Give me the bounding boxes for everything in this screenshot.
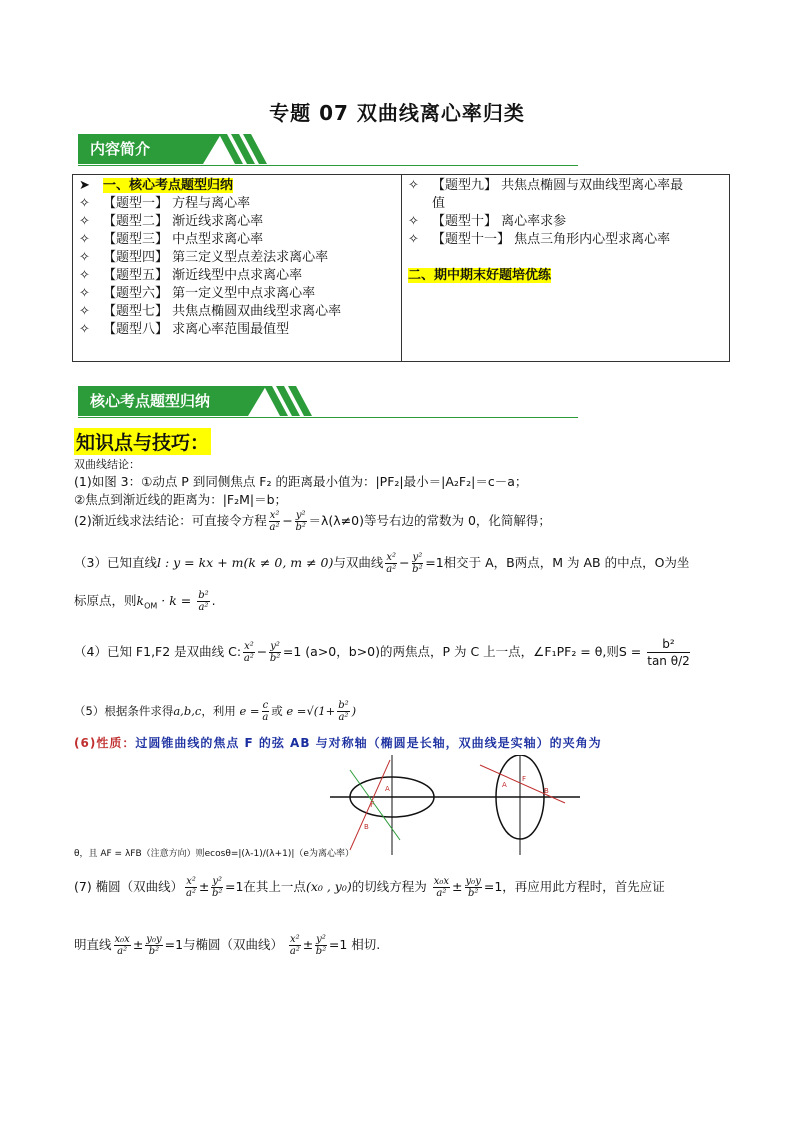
toc-left xyxy=(73,175,402,362)
item-5: （5）根据条件求得a,b,c，利用 e = $\frac{c}{a}$ 或 e =√(1+ $\frac{\text{b²}}{\text{a²}}$ ) xyxy=(74,700,357,723)
toc-item[interactable]: ✧ 【题型九】 共焦点椭圆与双曲线型离心率最 xyxy=(408,178,684,193)
toc-item[interactable]: ✧ 【题型六】 第一定义型中点求离心率 xyxy=(79,286,316,301)
toc-item[interactable]: ✧ 【题型七】 共焦点椭圆双曲线型求离心率 xyxy=(79,304,342,319)
item-6-foot: θ，且 AF = λFB（注意方向）则ecosθ=|(λ-1)/(λ+1)|（e为离心率） xyxy=(74,849,354,859)
label-f: F xyxy=(522,775,527,783)
item-1a: (1)如图 3：①动点 P 到同侧焦点 F₂ 的距离最小值为：|PF₂|最小＝|A₂F₂|＝c－a； xyxy=(74,474,528,489)
section-banner-core xyxy=(78,386,578,416)
page-title: 专题 07 双曲线离心率归类 xyxy=(269,101,525,125)
toc-table xyxy=(72,174,730,362)
toc-item[interactable]: ➤ 一、核心考点题型归纳 xyxy=(79,178,234,193)
section-banner-intro xyxy=(78,134,578,164)
item-3b: 标原点，则$k_{OM} \cdot k$ = $\frac{\text{b²}}{\text{a²}}$ . xyxy=(74,590,216,613)
toc-item[interactable]: ✧ 【题型十】 离心率求参 xyxy=(408,214,567,229)
label-a: A xyxy=(502,781,507,789)
item-7: (7) 椭圆（双曲线） $\frac{\text{x²}}{\text{a²}}$ ± $\frac{\text{y²}}{\text{b²}}$ =1在其上一点(x₀ , y₀)的切线方程为 $\frac{\text{x₀x}}{\text{a²}}$ ± $\frac{\text{y₀y}}{\text{b²}}$ =1，再应用此方程时，首先应证 xyxy=(74,876,665,899)
toc-item[interactable]: ✧ 【题型四】 第三定义型点差法求离心率 xyxy=(79,250,329,265)
label-b: B xyxy=(364,823,369,831)
toc-right xyxy=(402,175,730,362)
label-a: A xyxy=(385,785,390,793)
item-4: （4）已知 F1,F2 是双曲线 C: $\frac{\text{x²}}{\text{a²}}$ − $\frac{\text{y²}}{\text{b²}}$ =1 (a>0，b>0)的两焦点，P 为 C 上一点，∠F₁PF₂ = θ,则S = $\frac{\text{b²}}{\text{tan θ/2}}$ xyxy=(74,637,690,668)
knowledge-title: 知识点与技巧： xyxy=(74,428,211,455)
label-b: B xyxy=(544,787,549,795)
item-7b: 明直线 $\frac{\text{x₀x}}{\text{a²}}$ ± $\frac{\text{y₀y}}{\text{b²}}$ =1与椭圆（双曲线） $\frac{\text{x²}}{\text{a²}}$ ± $\frac{\text{y²}}{\text{b²}}$ =1 相切. xyxy=(74,934,381,957)
toc-item[interactable]: ✧ 【题型十一】 焦点三角形内心型求离心率 xyxy=(408,232,671,247)
conclusions-title: 双曲线结论： xyxy=(74,458,140,471)
section-label: 内容简介 xyxy=(78,134,203,164)
toc-item: 值 xyxy=(432,196,446,211)
section-label: 核心考点题型归纳 xyxy=(78,386,248,416)
toc-item[interactable]: ✧ 【题型五】 渐近线型中点求离心率 xyxy=(79,268,303,283)
toc-item[interactable]: ✧ 【题型八】 求离心率范围最值型 xyxy=(79,322,290,337)
toc-item[interactable]: 二、期中期末好题培优练 xyxy=(408,268,552,283)
toc-item[interactable]: ✧ 【题型二】 渐近线求离心率 xyxy=(79,214,264,229)
stripes-icon xyxy=(260,386,320,416)
toc-item[interactable]: ✧ 【题型一】 方程与离心率 xyxy=(79,196,251,211)
item-6: (6)性质：过圆锥曲线的焦点 F 的弦 AB 与对称轴（椭圆是长轴，双曲线是实轴）的夹角为 xyxy=(74,736,602,750)
toc-item[interactable]: ✧ 【题型三】 中点型求离心率 xyxy=(79,232,264,247)
item-2: (2)渐近线求法结论：可直接令方程 $\frac{\text{x²}}{\text{a²}}$ − $\frac{\text{y²}}{\text{b²}}$ ＝λ(λ≠0)等号右边的常数为 0，化简解得； xyxy=(74,510,551,533)
stripes-icon xyxy=(215,134,275,164)
item-1b: ②焦点到渐近线的距离为：|F₂M|＝b； xyxy=(74,492,288,507)
label-f: F xyxy=(370,800,375,809)
item-3: （3）已知直线l : y = kx + m(k ≠ 0, m ≠ 0)与双曲线 $\frac{\text{x²}}{\text{a²}}$ − $\frac{\text{y²}}{\text{b²}}$ =1相交于 A，B两点，M 为 AB 的中点，O为坐 xyxy=(74,552,690,575)
ellipse-figure xyxy=(330,755,580,855)
